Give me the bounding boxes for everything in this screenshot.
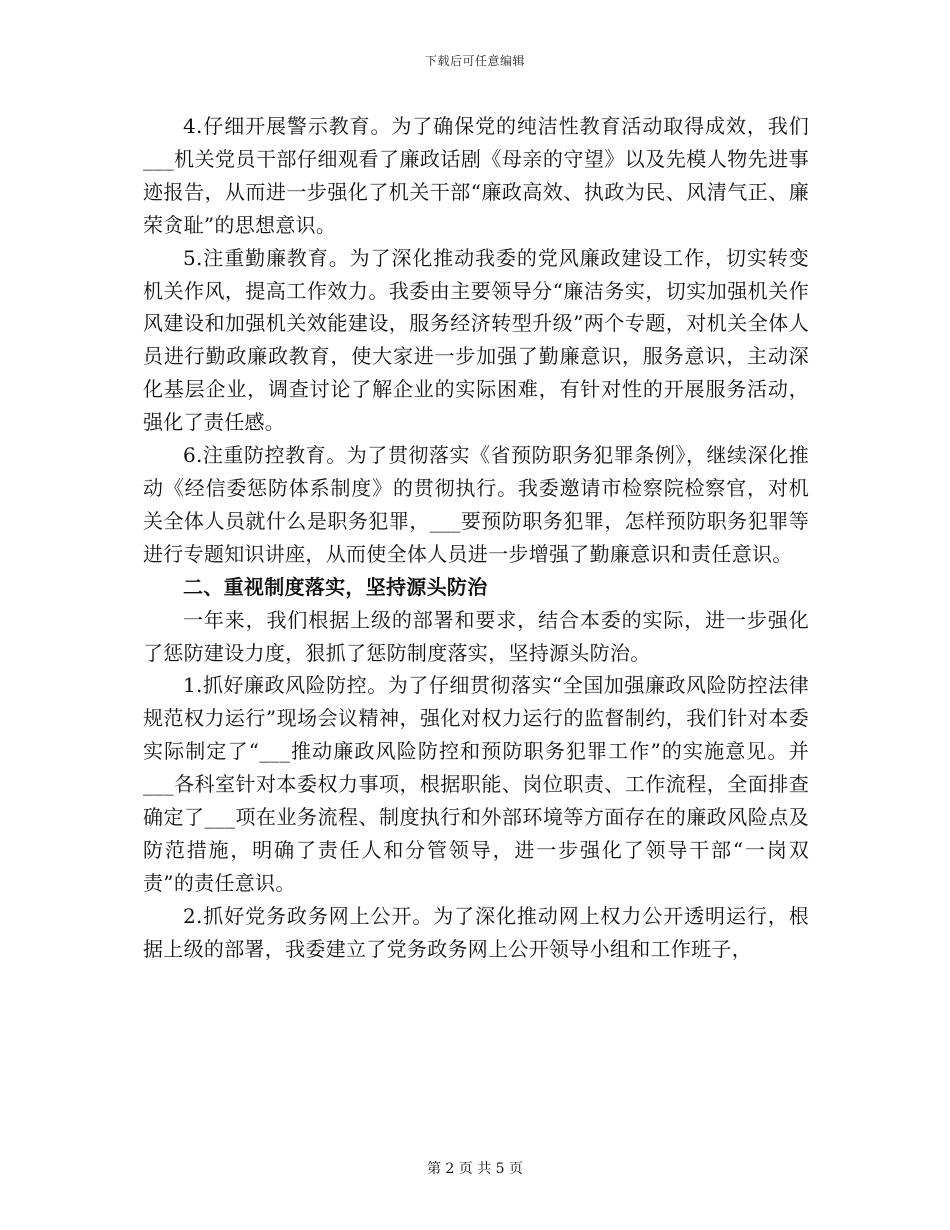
section-heading: 二、重视制度落实，坚持源头防治 bbox=[183, 574, 488, 599]
document-body bbox=[143, 110, 809, 966]
paragraph-section-intro: 一年来，我们根据上级的部署和要求，结合本委的实际，进一步强化了惩防建设力度，狠抓了惩防制度落实，坚持源头防治。 bbox=[143, 607, 809, 665]
page-header: 下载后可任意编辑 bbox=[424, 54, 525, 68]
paragraph-online-disclosure: 2.抓好党务政务网上公开。为了深化推动网上权力公开透明运行，根据上级的部署，我委建立了党务政务网上公开领导小组和工作班子， bbox=[143, 903, 809, 961]
paragraph-prevention-education: 6.注重防控教育。为了贯彻落实《省预防职务犯罪条例》，继续深化推动《经信委惩防体系制度》的贯彻执行。我委邀请市检察院检察官，对机关全体人员就什么是职务犯罪，___要预防职务犯罪，怎样预防职务犯罪等进行专题知识讲座，从而使全体人员进一步增强了勤廉意识和责任意识。 bbox=[143, 443, 809, 566]
paragraph-diligence-education: 5.注重勤廉教育。为了深化推动我委的党风廉政建设工作，切实转变机关作风，提高工作效力。我委由主要领导分“廉洁务实，切实加强机关作风建设和加强机关效能建设，服务经济转型升级”两个专题，对机关全体人员进行勤政廉政教育，使大家进一步加强了勤廉意识，服务意识，主动深化基层企业，调查讨论了解企业的实际困难，有针对性的开展服务活动，强化了责任感。 bbox=[143, 245, 809, 435]
paragraph-risk-control: 1.抓好廉政风险防控。为了仔细贯彻落实“全国加强廉政风险防控法律规范权力运行”现场会议精神，强化对权力运行的监督制约，我们针对本委实际制定了“___推动廉政风险防控和预防职务犯罪工作”的实施意见。并___各科室针对本委权力事项，根据职能、岗位职责、工作流程，全面排查确定了___项在业务流程、制度执行和外部环境等方面存在的廉政风险点及防范措施，明确了责任人和分管领导，进一步强化了领导干部“一岗双责”的责任意识。 bbox=[143, 673, 809, 895]
paragraph-warning-education: 4.仔细开展警示教育。为了确保党的纯洁性教育活动取得成效，我们___机关党员干部仔细观看了廉政话剧《母亲的守望》以及先模人物先进事迹报告，从而进一步强化了机关干部“廉政高效、执政为民、风清气正、廉荣贪耻”的思想意识。 bbox=[143, 114, 809, 237]
page-footer: 第 2 页 共 5 页 bbox=[426, 1161, 524, 1177]
